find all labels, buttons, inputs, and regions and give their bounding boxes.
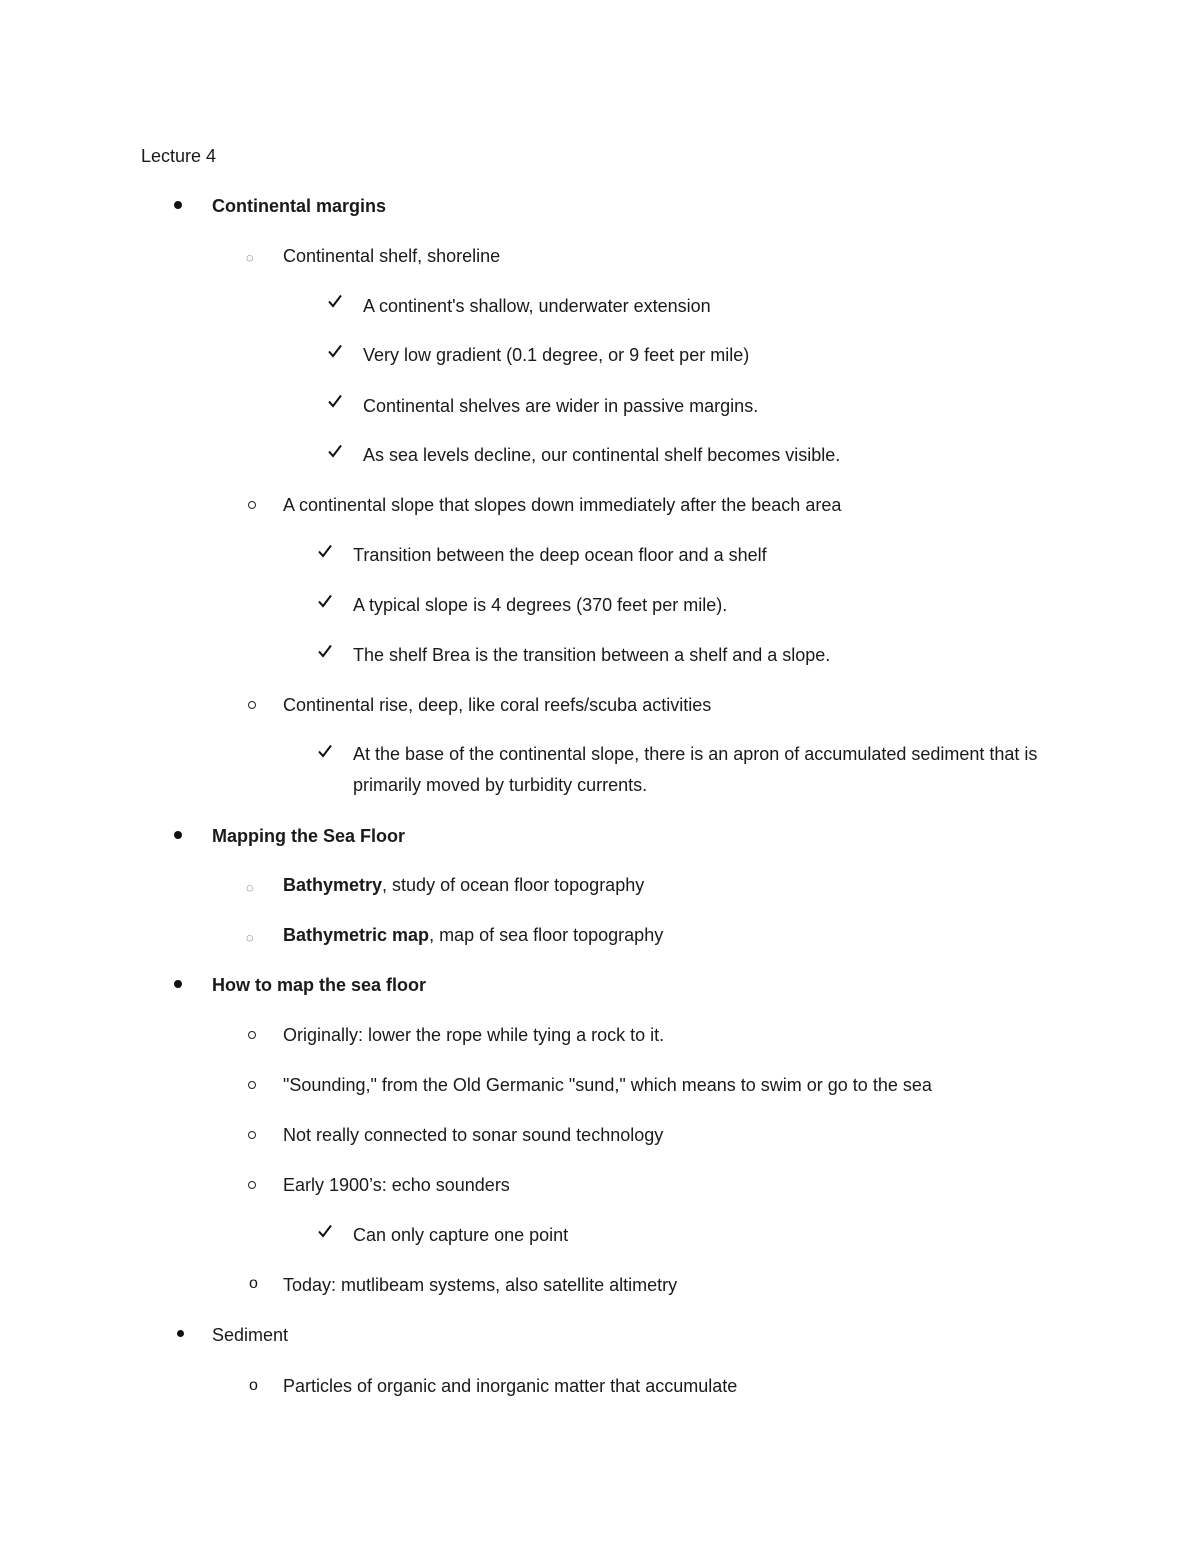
hollow-bullet-icon (248, 1131, 256, 1139)
document-title: Lecture 4 (141, 146, 217, 166)
how-to-map-item-2: "Sounding," from the Old Germanic "sund," which means to swim or go to the sea (283, 1075, 932, 1095)
hollow-bullet-icon (248, 1181, 256, 1189)
checkmark-icon (328, 444, 342, 458)
bullet-icon (177, 1330, 184, 1337)
checkmark-icon (318, 544, 332, 558)
term-bathymetry: Bathymetry (283, 875, 383, 895)
shelf-point-1: A continent's shallow, underwater extension (363, 296, 711, 316)
slope-point-1: Transition between the deep ocean floor and a shelf (353, 545, 767, 565)
section-heading-sediment: Sediment (212, 1325, 289, 1345)
checkmark-icon (328, 394, 342, 408)
term-definition: , study of ocean floor topography (382, 875, 645, 895)
bullet-icon (174, 201, 182, 209)
letter-o-bullet-icon: o (249, 1377, 258, 1394)
slope-point-3: The shelf Brea is the transition between a shelf and a slope. (353, 645, 831, 665)
dotted-ring-bullet-icon: ◌ (246, 930, 254, 945)
dotted-ring-bullet-icon: ◌ (246, 250, 254, 265)
shelf-point-3: Continental shelves are wider in passive margins. (363, 396, 759, 416)
checkmark-icon (318, 594, 332, 608)
how-to-map-item-1: Originally: lower the rope while tying a rock to it. (283, 1025, 665, 1045)
letter-o-bullet-icon: o (249, 1275, 258, 1292)
checkmark-icon (318, 1224, 332, 1238)
checkmark-icon (318, 644, 332, 658)
hollow-bullet-icon (248, 1081, 256, 1089)
subitem-continental-shelf: Continental shelf, shoreline (283, 246, 501, 266)
term-definition: , map of sea floor topography (429, 925, 664, 945)
subitem-continental-slope: A continental slope that slopes down immediately after the beach area (283, 495, 842, 515)
slope-point-2: A typical slope is 4 degrees (370 feet per mile). (353, 595, 728, 615)
shelf-point-2: Very low gradient (0.1 degree, or 9 feet per mile) (363, 345, 750, 365)
checkmark-icon (328, 344, 342, 358)
mapping-item-bathymetry (283, 873, 644, 897)
section-heading-mapping: Mapping the Sea Floor (212, 826, 406, 846)
shelf-point-4: As sea levels decline, our continental shelf becomes visible. (363, 445, 841, 465)
mapping-item-bathymetric-map (283, 923, 663, 947)
how-to-map-item-4: Early 1900’s: echo sounders (283, 1175, 510, 1195)
bullet-icon (174, 831, 182, 839)
checkmark-icon (318, 744, 332, 758)
bullet-icon (174, 980, 182, 988)
hollow-bullet-icon (248, 501, 256, 509)
hollow-bullet-icon (248, 701, 256, 709)
how-to-map-today: Today: mutlibeam systems, also satellite altimetry (283, 1275, 678, 1295)
section-heading-how-to-map: How to map the sea floor (212, 975, 427, 995)
term-bathymetric-map: Bathymetric map (283, 925, 430, 945)
section-heading-continental-margins: Continental margins (212, 196, 387, 216)
rise-point-1 (353, 739, 1053, 801)
echo-point: Can only capture one point (353, 1225, 569, 1245)
dotted-ring-bullet-icon: ◌ (246, 880, 254, 895)
sediment-item-1: Particles of organic and inorganic matter that accumulate (283, 1376, 738, 1396)
checkmark-icon (328, 294, 342, 308)
subitem-continental-rise: Continental rise, deep, like coral reefs/scuba activities (283, 695, 712, 715)
hollow-bullet-icon (248, 1031, 256, 1039)
rise-point-text: At the base of the continental slope, there is an apron of accumulated sediment that is primarily moved by turbidity currents. (353, 744, 1038, 795)
how-to-map-item-3: Not really connected to sonar sound technology (283, 1125, 664, 1145)
